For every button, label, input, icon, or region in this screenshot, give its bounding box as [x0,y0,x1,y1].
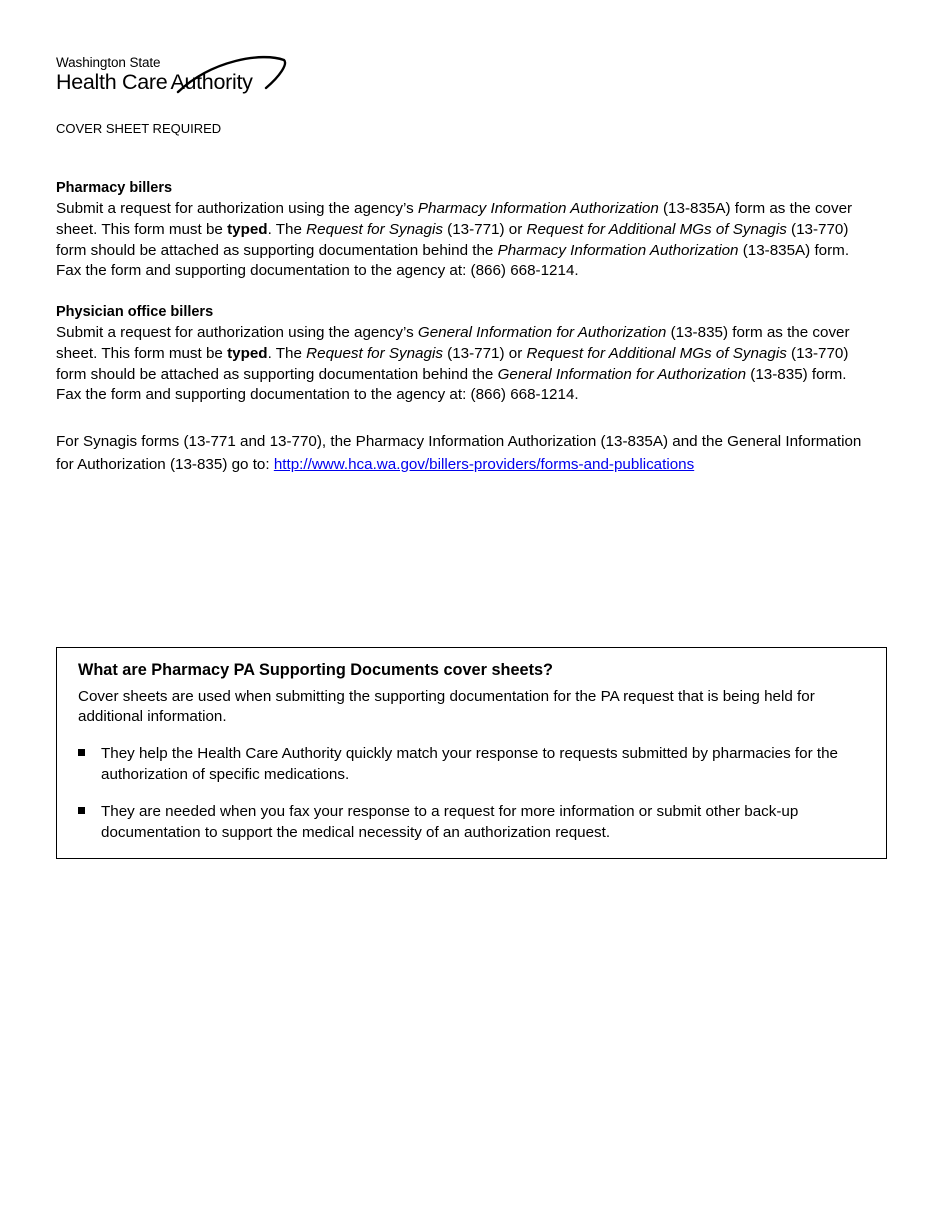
info-box-intro: Cover sheets are used when submitting the supporting documentation for the PA request that is being held for additional information. [78,688,815,725]
physician-billers-section [56,302,896,406]
logo-swoosh-icon [172,54,288,96]
pharmacy-billers-heading: Pharmacy billers [56,180,173,196]
bullet-text: They help the Health Care Authority quickly match your response to requests submitted by pharmacies for the authorization of specific medications. [101,745,838,783]
square-bullet-icon [78,807,85,814]
logo-state-text: Washington State [56,55,161,70]
physician-billers-heading: Physician office billers [56,304,214,320]
pharmacy-line-1: Submit a request for authorization using the agency’s Pharmacy Information Authorization (13-835A) form as the cover [56,200,853,217]
synagis-forms-paragraph [56,431,906,476]
physician-line-3: form should be attached as supporting documentation behind the General Information for Authorization (13-835) form. [56,365,847,383]
square-bullet-icon [78,749,85,756]
physician-line-4: Fax the form and supporting documentation to the agency at: (866) 668-1214. [56,386,579,404]
logo-word-authority: Authority [170,70,253,94]
pharmacy-line-3: form should be attached as supporting documentation behind the Pharmacy Information Authorization (13-835A) form. [56,241,850,259]
physician-line-2: sheet. This form must be typed. The Request for Synagis (13-771) or Request for Additional MGs of Synagis (13-770) [56,344,849,362]
pharmacy-line-2: sheet. This form must be typed. The Request for Synagis (13-771) or Request for Additional MGs of Synagis (13-770) [56,220,849,238]
pharmacy-billers-section [56,178,896,282]
cover-sheet-required-label: COVER SHEET REQUIRED [56,121,222,136]
hca-logo [56,54,296,96]
synagis-line-2: for Authorization (13-835) go to: http://www.hca.wa.gov/billers-providers/forms-and-publications [56,455,695,473]
forms-and-publications-link[interactable]: http://www.hca.wa.gov/billers-providers/forms-and-publications [273,455,695,473]
physician-line-1: Submit a request for authorization using the agency’s General Information for Authorization (13-835) form as the cover [56,324,850,341]
logo-word-health-care: Health Care [56,70,168,94]
pharmacy-line-4: Fax the form and supporting documentation to the agency at: (866) 668-1214. [56,262,579,280]
synagis-line-1: For Synagis forms (13-771 and 13-770), the Pharmacy Information Authorization (13-835A) and the General Information [56,433,862,450]
cover-sheets-info-box [56,647,887,859]
bullet-text: They are needed when you fax your response to a request for more information or submit other back-up documentation to support the medical necessity of an authorization request. [101,803,799,841]
info-box-title: What are Pharmacy PA Supporting Documents cover sheets? [78,661,553,679]
